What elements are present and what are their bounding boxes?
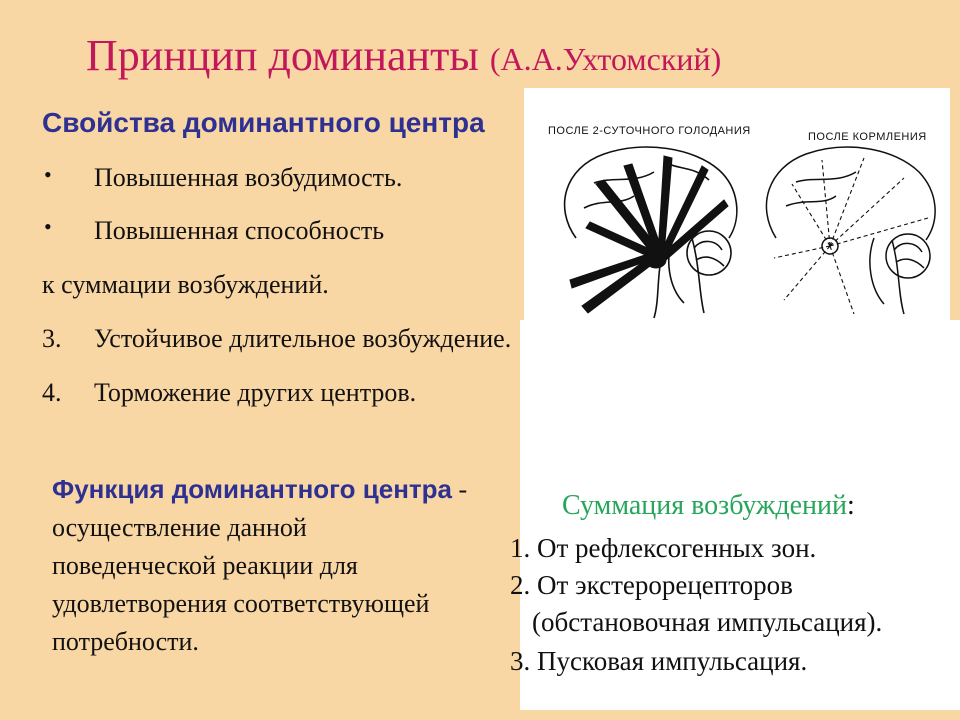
property-item-3-number: 3.	[42, 324, 62, 353]
brain-figure	[524, 88, 950, 328]
bullet-marker: •	[44, 162, 52, 187]
function-text: - осуществление данной поведенческой реакции для удовлетворения соответствующей потребности.	[52, 475, 468, 656]
summation-title	[562, 490, 855, 522]
summation-item-3: 3. Пусковая импульсация.	[510, 646, 808, 676]
function-paragraph	[52, 470, 472, 661]
summation-item-2: 2. От экстерорецепторов	[510, 570, 793, 600]
summation-title-text: Суммация возбуждений	[562, 490, 848, 521]
excitation-arrows-left	[570, 156, 728, 313]
property-item-2-continuation: к суммации возбуждений.	[42, 270, 329, 299]
property-item-1: Повышенная возбудимость.	[94, 163, 403, 192]
summation-item-2-continuation: (обстановочная импульсация).	[532, 607, 883, 637]
property-item-3: Устойчивое длительное возбуждение.	[94, 324, 512, 353]
figure-caption-right: ПОСЛЕ КОРМЛЕНИЯ	[808, 131, 927, 143]
summation-title-colon: :	[847, 490, 855, 521]
title-author: (А.А.Ухтомский)	[489, 41, 722, 77]
property-item-2: Повышенная способность	[94, 216, 385, 245]
title-main: Принцип доминанты	[86, 31, 479, 80]
slide-title	[86, 30, 721, 81]
brain-diagram-illustration	[524, 88, 950, 328]
bullet-marker: •	[44, 214, 52, 239]
property-item-4-number: 4.	[42, 378, 62, 407]
function-label: Функция доминантного центра	[52, 474, 452, 504]
brain-right-drawing	[766, 147, 935, 314]
properties-heading: Свойства доминантного центра	[42, 107, 485, 138]
summation-item-1: 1. От рефлексогенных зон.	[510, 533, 817, 563]
figure-caption-left: ПОСЛЕ 2-СУТОЧНОГО ГОЛОДАНИЯ	[548, 125, 751, 137]
property-item-4: Торможение других центров.	[94, 378, 417, 407]
